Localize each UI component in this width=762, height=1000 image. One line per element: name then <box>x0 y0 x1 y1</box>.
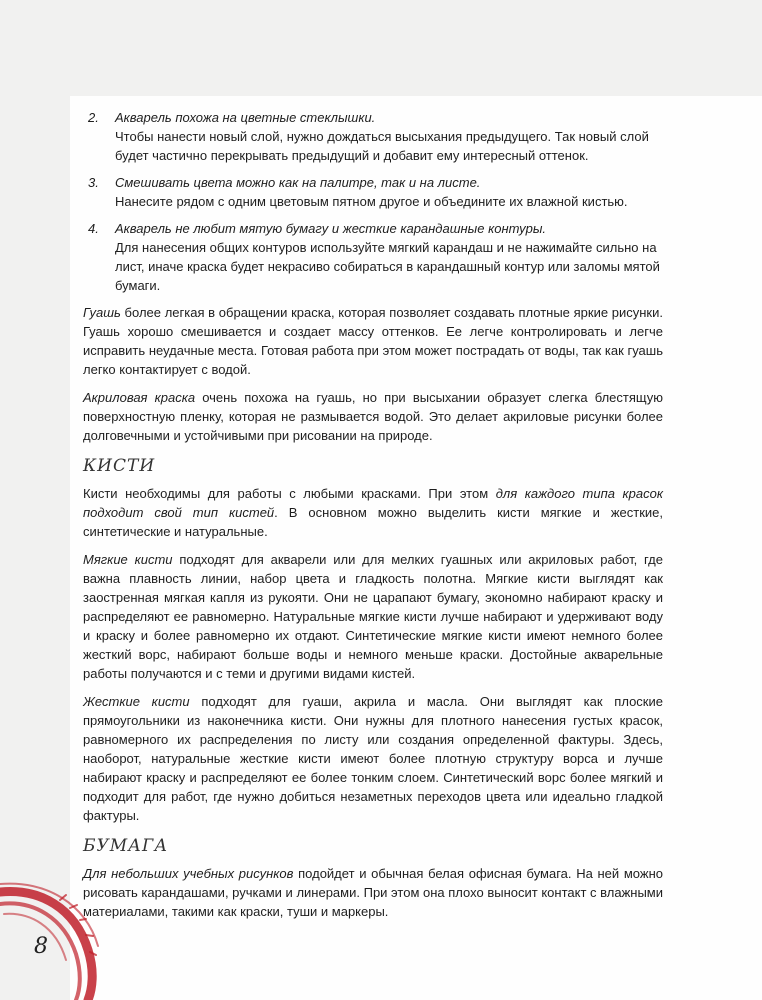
list-item <box>83 219 663 295</box>
gouache-term: Гуашь <box>83 305 121 320</box>
list-item-title: Акварель не любит мятую бумагу и жесткие карандашные контуры. <box>115 221 547 236</box>
brushes-intro-paragraph <box>83 484 663 541</box>
list-item-body: Чтобы нанести новый слой, нужно дождаться высыхания предыдущего. Так новый слой будет частично перекрывать предыдущий и добавит ему интересный оттенок. <box>115 129 649 163</box>
brushes-intro-b: . В основном можно выделить кисти мягкие и жесткие, синтетические и натуральные. <box>83 505 663 539</box>
list-item <box>83 173 663 211</box>
soft-brushes-text: подходят для акварели или для мелких гуашных или акриловых работ, где важна плавность линии, набор цвета и гладкость полотна. Мягкие кисти выглядят как заостренная мягкая капля из рукояти. Они не царапают бумагу, экономно набирают краску и распределяют ее равномерно. Натуральные мягкие кисти лучше набирают и удерживают воду и краску и более равномерно их отдают. Синтетические мягкие кисти имеют немного более жесткий ворс, набирают больше воды и немного меньше краски. Достойные акварельные работы получаются и с теми и другими видами кистей. <box>83 552 663 681</box>
hard-brushes-term: Жесткие кисти <box>83 694 190 709</box>
list-item-title: Смешивать цвета можно как на палитре, так и на листе. <box>115 175 481 190</box>
brushes-intro-a: Кисти необходимы для работы с любыми красками. При этом <box>83 486 496 501</box>
page-text <box>83 108 663 930</box>
brush-stroke-decoration <box>0 880 110 1000</box>
list-item-body: Нанесите рядом с одним цветовым пятном другое и объедините их влажной кистью. <box>115 194 628 209</box>
brushes-heading: КИСТИ <box>83 456 156 476</box>
acrylic-paragraph <box>83 388 663 445</box>
hard-brushes-paragraph <box>83 692 663 825</box>
page-number: 8 <box>34 934 48 959</box>
paper-heading: БУМАГА <box>83 836 169 856</box>
list-item <box>83 108 663 165</box>
paper-text: подойдет и обычная белая офисная бумага. На ней можно рисовать карандашами, ручками и линерами. При этом она плохо выносит контакт с влажными материалами, такими как краски, туши и маркеры. <box>83 866 663 919</box>
paper-term: Для небольших учебных рисунков <box>83 866 294 881</box>
list-number: 2. <box>88 110 99 125</box>
acrylic-text: очень похожа на гуашь, но при высыхании образует слегка блестящую поверхностную пленку, которая не размывается водой. Это делает акриловые рисунки более долговечными и устойчивыми при рисовании на природе. <box>83 390 663 443</box>
gouache-text: более легкая в обращении краска, которая позволяет создавать плотные яркие рисунки. Гуашь хорошо смешивается и создает массу оттенков. Ее легче контролировать и легче исправить неудачные места. Готовая работа при этом может пострадать от воды, так как гуашь легко контактирует с водой. <box>83 305 663 377</box>
list-number: 3. <box>88 175 99 190</box>
soft-brushes-paragraph <box>83 550 663 683</box>
soft-brushes-term: Мягкие кисти <box>83 552 173 567</box>
brushes-intro-em: для каждого типа красок подходит свой тип кистей <box>83 486 664 520</box>
gouache-paragraph <box>83 303 663 379</box>
list-item-body: Для нанесения общих контуров используйте мягкий карандаш и не нажимайте сильно на лист, иначе краска будет некрасиво собираться в карандашный контур или заломы мятой бумаги. <box>115 240 660 293</box>
acrylic-term: Акриловая краска <box>83 390 196 405</box>
list-item-title: Акварель похожа на цветные стеклышки. <box>115 110 376 125</box>
paper-paragraph <box>83 864 663 921</box>
hard-brushes-text: подходят для гуаши, акрила и масла. Они выглядят как плоские прямоугольники из наконечника кисти. Они нужны для плотного нанесения густых красок, равномерного их распределения по листу или создания определенной фактуры. Здесь, наоборот, натуральные жесткие кисти имеют более плотную структуру ворса и лучше набирают краску и распределяют ее более тонким слоем. Синтетический ворс более мягкий и подходит для работ, где нужно добиться незаметных переходов цвета или идеально гладкой фактуры. <box>83 694 663 823</box>
list-number: 4. <box>88 221 99 236</box>
